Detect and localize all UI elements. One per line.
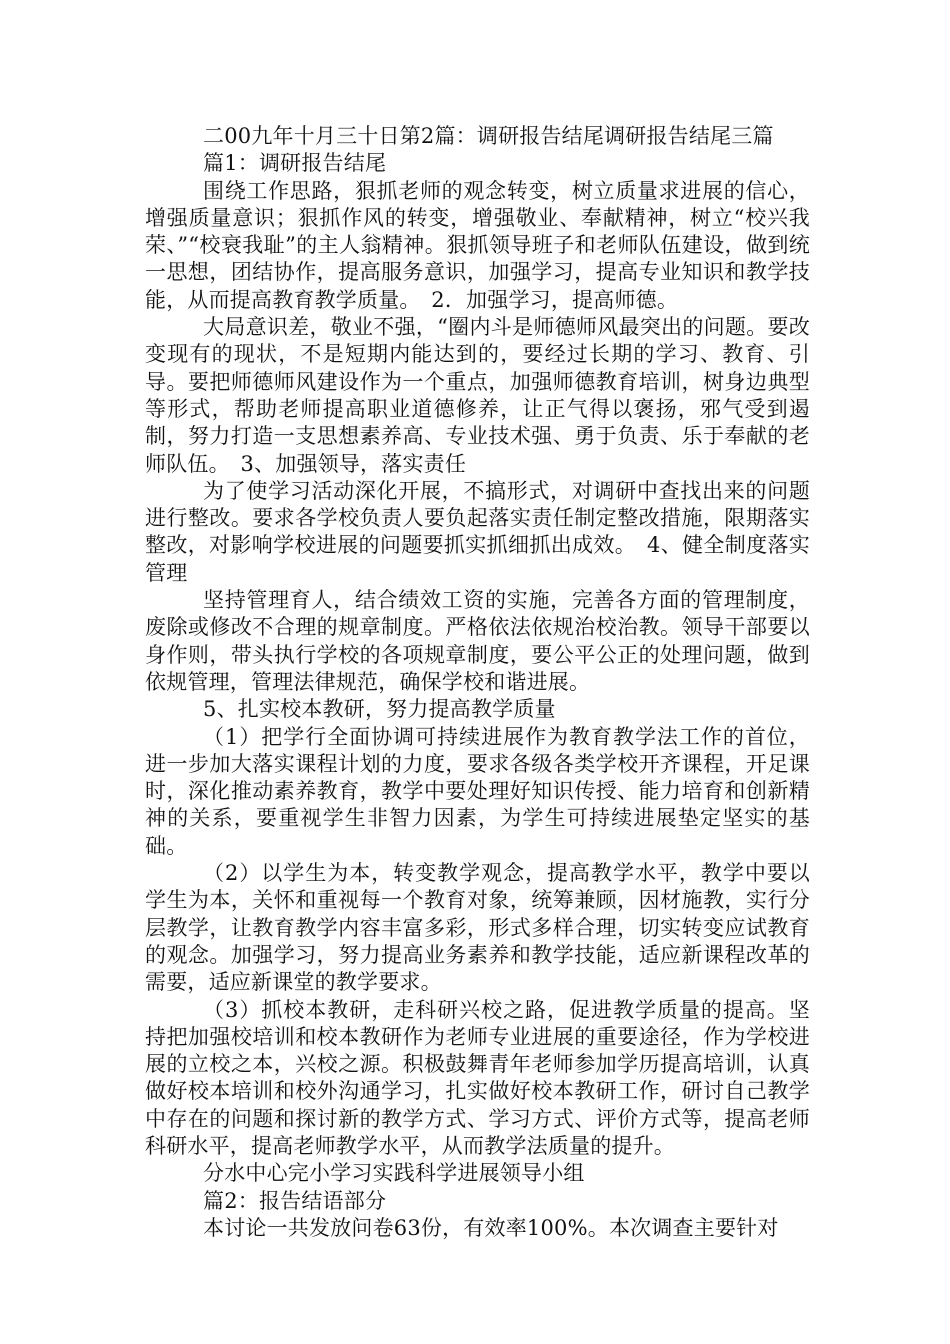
paragraph-work-ideas: 围绕工作思路，狠抓老师的观念转变，树立质量求进展的信心，增强质量意识；狠抓作风的转变，增强敬业、奉献精神，树立“校兴我荣、”“校衰我耻”的主人翁精神。狠抓领导班子和老师队伍建设，做到统一思想，团结协作，提高服务意识，加强学习，提高专业知识和教学技能，从而提高教育教学质量。 2．加强学习，提高师德。 [145, 178, 810, 312]
paragraph-management: 坚持管理育人，结合绩效工资的实施，完善各方面的管理制度，废除或修改不合理的规章制度。严格依法依规治校治教。领导干部要以身作则，带头执行学校的各项规章制度，要公平公正的处理问题，做到依规管理，管理法律规范，确保学校和谐进展。 [145, 588, 810, 694]
paragraph-survey: 本讨论一共发放问卷63份，有效率100%。本次调查主要针对 [203, 1215, 779, 1240]
paragraph-rectification: 为了使学习活动深化开展，不搞形式，对调研中查找出来的问题进行整改。要求各学校负责人要负起落实责任制定整改措施，限期落实整改，对影响学校进展的问题要抓实抓细抓出成效。 4、健全制度落实管理 [145, 478, 810, 585]
subheading-school-research: 5、扎实校本教研，努力提高教学质量 [203, 697, 556, 722]
paragraph-item-3: （3）抓校本教研，走科研兴校之路，促进教学质量的提高。坚持把加强校培训和校本教研作为老师专业进展的重要途径，作为学校进展的立校之本，兴校之源。积极鼓舞青年老师参加学历提高培训，认真做好校本培训和校外沟通学习，扎实做好校本教研工作，研讨自己教学中存在的问题和探讨新的教学方式、学习方式、评价方式等，提高老师科研水平，提高老师教学水平，从而教学法质量的提升。 [145, 997, 810, 1158]
paragraph-item-2: （2）以学生为本，转变教学观念，提高教学水平，教学中要以学生为本，关怀和重视每一个教育对象，统筹兼顾，因材施教，实行分层教学，让教育教学内容丰富多彩，形式多样合理，切实转变应试教育的观念。加强学习，努力提高业务素养和教学技能，适应新课程改革的需要，适应新课堂的教学要求。 [145, 861, 810, 995]
signature-group: 分水中心完小学习实践科学进展领导小组 [203, 1161, 585, 1186]
paragraph-item-1: （1）把学行全面协调可持续进展作为教育教学法工作的首位，进一步加大落实课程计划的力度，要求各级各类学校开齐课程，开足课时，深化推动素养教育，教学中要处理好知识传授、能力培育和创新精神的关系，要重视学生非智力因素，为学生可持续进展垫定坚实的基础。 [145, 724, 810, 858]
paragraph-teacher-ethics: 大局意识差，敬业不强，“圈内斗是师德师风最突出的问题。要改变现有的现状，不是短期内能达到的，要经过长期的学习、教育、引导。要把师德师风建设作为一个重点，加强师德教育培训，树身边典型等形式，帮助老师提高职业道德修养，让正气得以褒扬，邪气受到遏制，努力打造一支思想素养高、专业技术强、勇于负责、乐于奉献的老师队伍。 3、加强领导，落实责任 [145, 315, 810, 476]
section-heading-1: 篇1：调研报告结尾 [203, 151, 387, 176]
document-body [145, 123, 810, 1242]
date-and-title-line: 二00九年十月三十日第2篇：调研报告结尾调研报告结尾三篇 [203, 124, 774, 148]
section-heading-2: 篇2：报告结语部分 [203, 1188, 387, 1213]
